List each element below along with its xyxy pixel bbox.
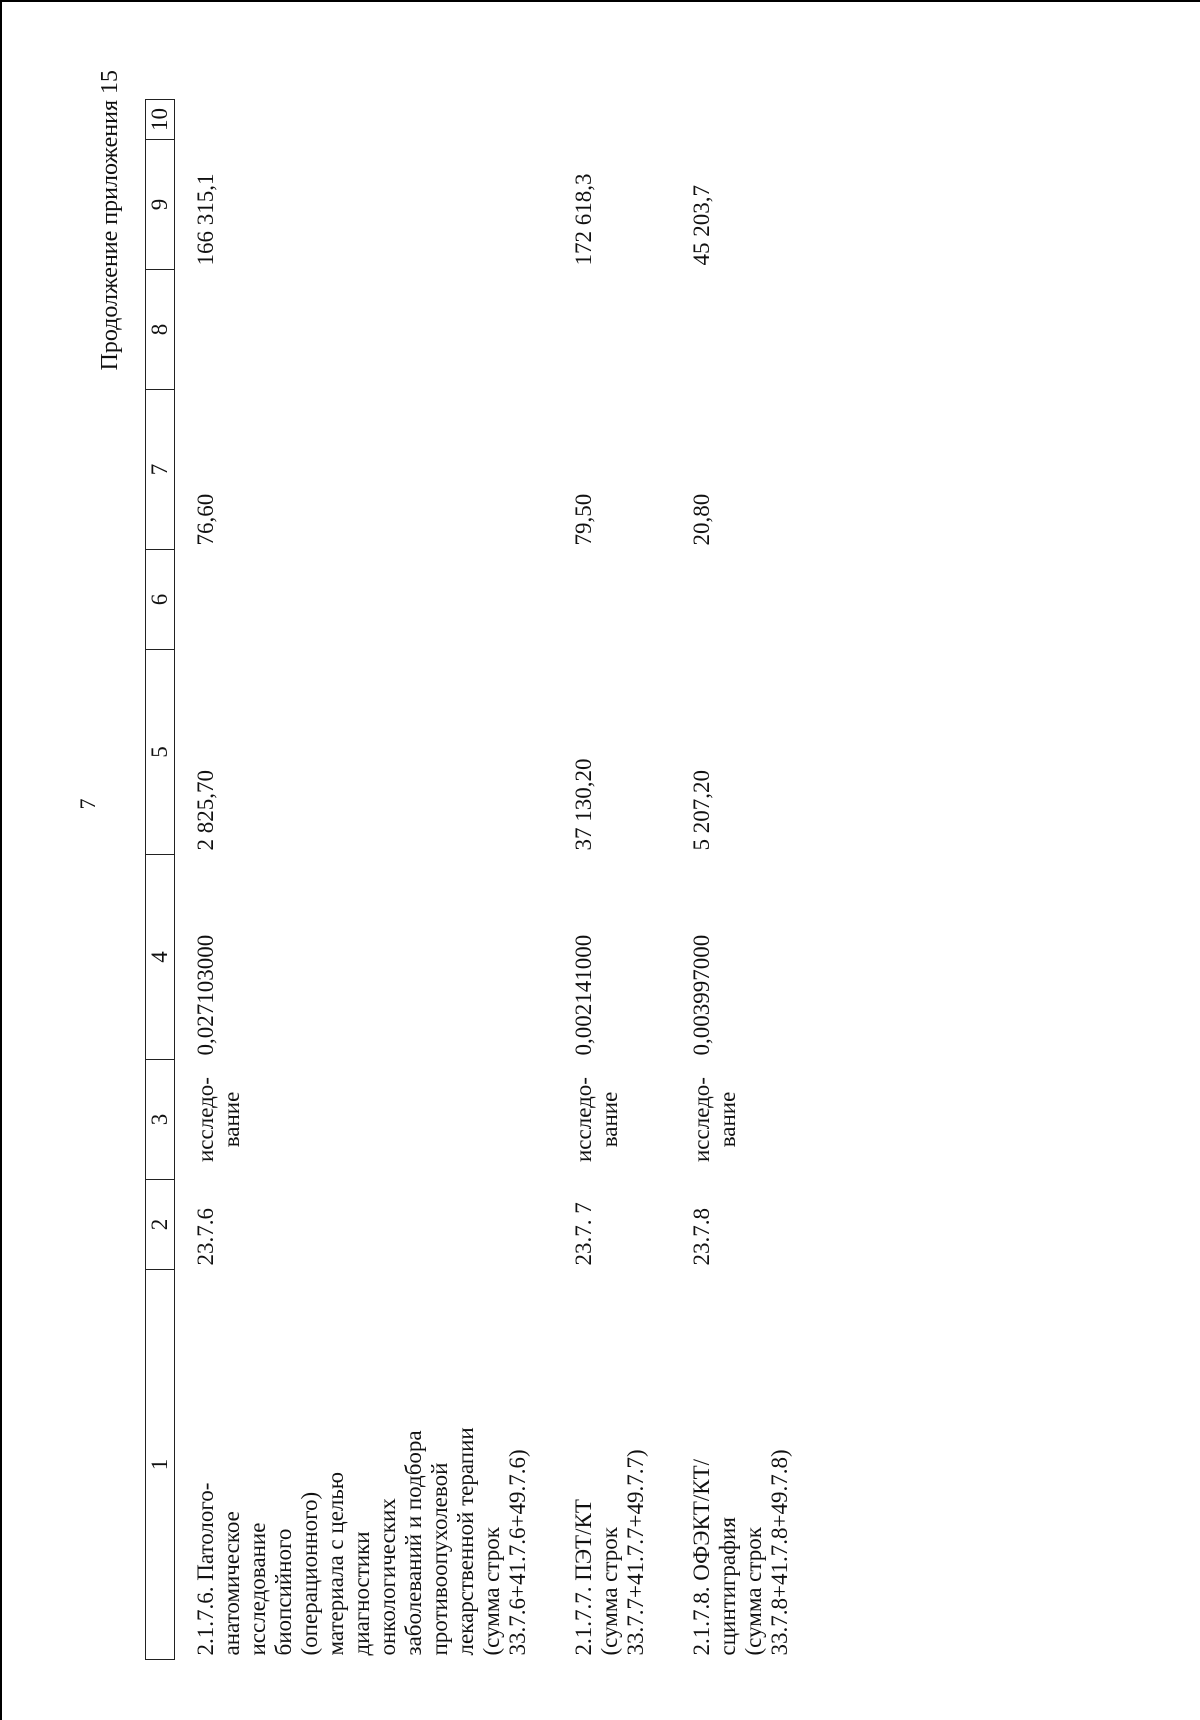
column-header: 5 [146, 650, 175, 855]
row-unit-line: исследо- [689, 1077, 714, 1162]
column-header: 10 [146, 100, 175, 140]
row-unit-line: вание [219, 1091, 244, 1148]
row-name-line: лекарственной терапии [453, 1427, 478, 1656]
row-unit-line: вание [597, 1091, 622, 1148]
table-row [175, 100, 554, 1660]
row-unit-line: исследо- [193, 1077, 218, 1162]
row-name-line: биопсийного [271, 1528, 296, 1656]
rotated-document-page [75, 10, 1185, 1690]
column-header: 8 [146, 270, 175, 390]
row-name-cell [553, 1270, 671, 1660]
row-value-cell-c8 [553, 270, 671, 390]
scan-edge-top [0, 0, 1200, 2]
row-value-cell-c5: 37 130,20 [571, 758, 596, 851]
row-name-line: анатомическое [219, 1511, 244, 1656]
row-code-cell: 23.7.6 [193, 1208, 218, 1266]
row-unit-cell [671, 1060, 815, 1180]
column-header: 1 [146, 1270, 175, 1660]
row-value-cell-c8 [175, 270, 554, 390]
row-code-cell: 23.7. 7 [571, 1202, 596, 1266]
row-unit-cell [175, 1060, 554, 1180]
table-body [175, 100, 816, 1660]
column-header: 6 [146, 550, 175, 650]
row-name-line: заболеваний и подбора [401, 1430, 426, 1656]
row-name-line: исследование [245, 1522, 270, 1656]
column-header: 9 [146, 140, 175, 270]
row-value-cell-c5: 5 207,20 [689, 770, 714, 851]
row-name-line: онкологических [375, 1498, 400, 1656]
row-name-cell [671, 1270, 815, 1660]
data-table [145, 99, 815, 1660]
row-value-cell-c7: 76,60 [193, 493, 218, 546]
row-value-cell-c6 [671, 550, 815, 650]
column-number-row [146, 100, 175, 1660]
continuation-header: Продолжение приложения 15 [97, 70, 123, 371]
column-header: 7 [146, 390, 175, 550]
row-name-line: 2.1.7.6. Патолого- [193, 1482, 218, 1656]
row-name-line: 33.7.8+41.7.8+49.7.8) [767, 1449, 792, 1656]
table-row [553, 100, 671, 1660]
row-unit-line: исследо- [571, 1077, 596, 1162]
row-value-cell-c7: 20,80 [689, 493, 714, 546]
row-name-line: 33.7.7+41.7.7+49.7.7) [623, 1449, 648, 1656]
row-unit-line: вание [715, 1091, 740, 1148]
row-name-line: сцинтиграфия [715, 1517, 740, 1656]
row-value-cell-c8 [671, 270, 815, 390]
row-value-cell-c10 [553, 100, 671, 140]
row-value-cell-c5: 2 825,70 [193, 770, 218, 851]
row-value-cell-c6 [553, 550, 671, 650]
column-header: 4 [146, 855, 175, 1060]
row-name-line: (сумма строк [597, 1527, 622, 1656]
row-name-line: 2.1.7.8. ОФЭКТ/КТ/ [689, 1458, 714, 1656]
row-name-line: противоопухолевой [427, 1462, 452, 1656]
row-name-line: (операционного) [297, 1491, 322, 1656]
row-code-cell: 23.7.8 [689, 1208, 714, 1266]
column-header: 2 [146, 1180, 175, 1270]
row-value-cell-c9: 166 315,1 [193, 173, 218, 266]
row-value-cell-c9: 45 203,7 [689, 185, 714, 266]
row-value-cell-c4: 0,003997000 [689, 934, 714, 1056]
row-value-cell-c4: 0,027103000 [193, 934, 218, 1056]
page-number: 7 [75, 798, 100, 810]
row-name-line: 2.1.7.7. ПЭТ/КТ [571, 1499, 596, 1656]
column-header: 3 [146, 1060, 175, 1180]
row-name-line: материала с целью [323, 1471, 348, 1656]
row-value-cell-c10 [671, 100, 815, 140]
row-name-line: 33.7.6+41.7.6+49.7.6) [505, 1449, 530, 1656]
row-value-cell-c10 [175, 100, 554, 140]
row-name-line: (сумма строк [741, 1527, 766, 1656]
row-name-line: диагностики [349, 1531, 374, 1656]
row-value-cell-c9: 172 618,3 [571, 173, 596, 266]
table-row [671, 100, 815, 1660]
row-value-cell-c4: 0,002141000 [571, 934, 596, 1056]
row-value-cell-c7: 79,50 [571, 493, 596, 546]
row-value-cell-c6 [175, 550, 554, 650]
row-name-line: (сумма строк [479, 1527, 504, 1656]
row-unit-cell [553, 1060, 671, 1180]
scan-edge-left [0, 0, 2, 1720]
row-name-cell [175, 1270, 554, 1660]
